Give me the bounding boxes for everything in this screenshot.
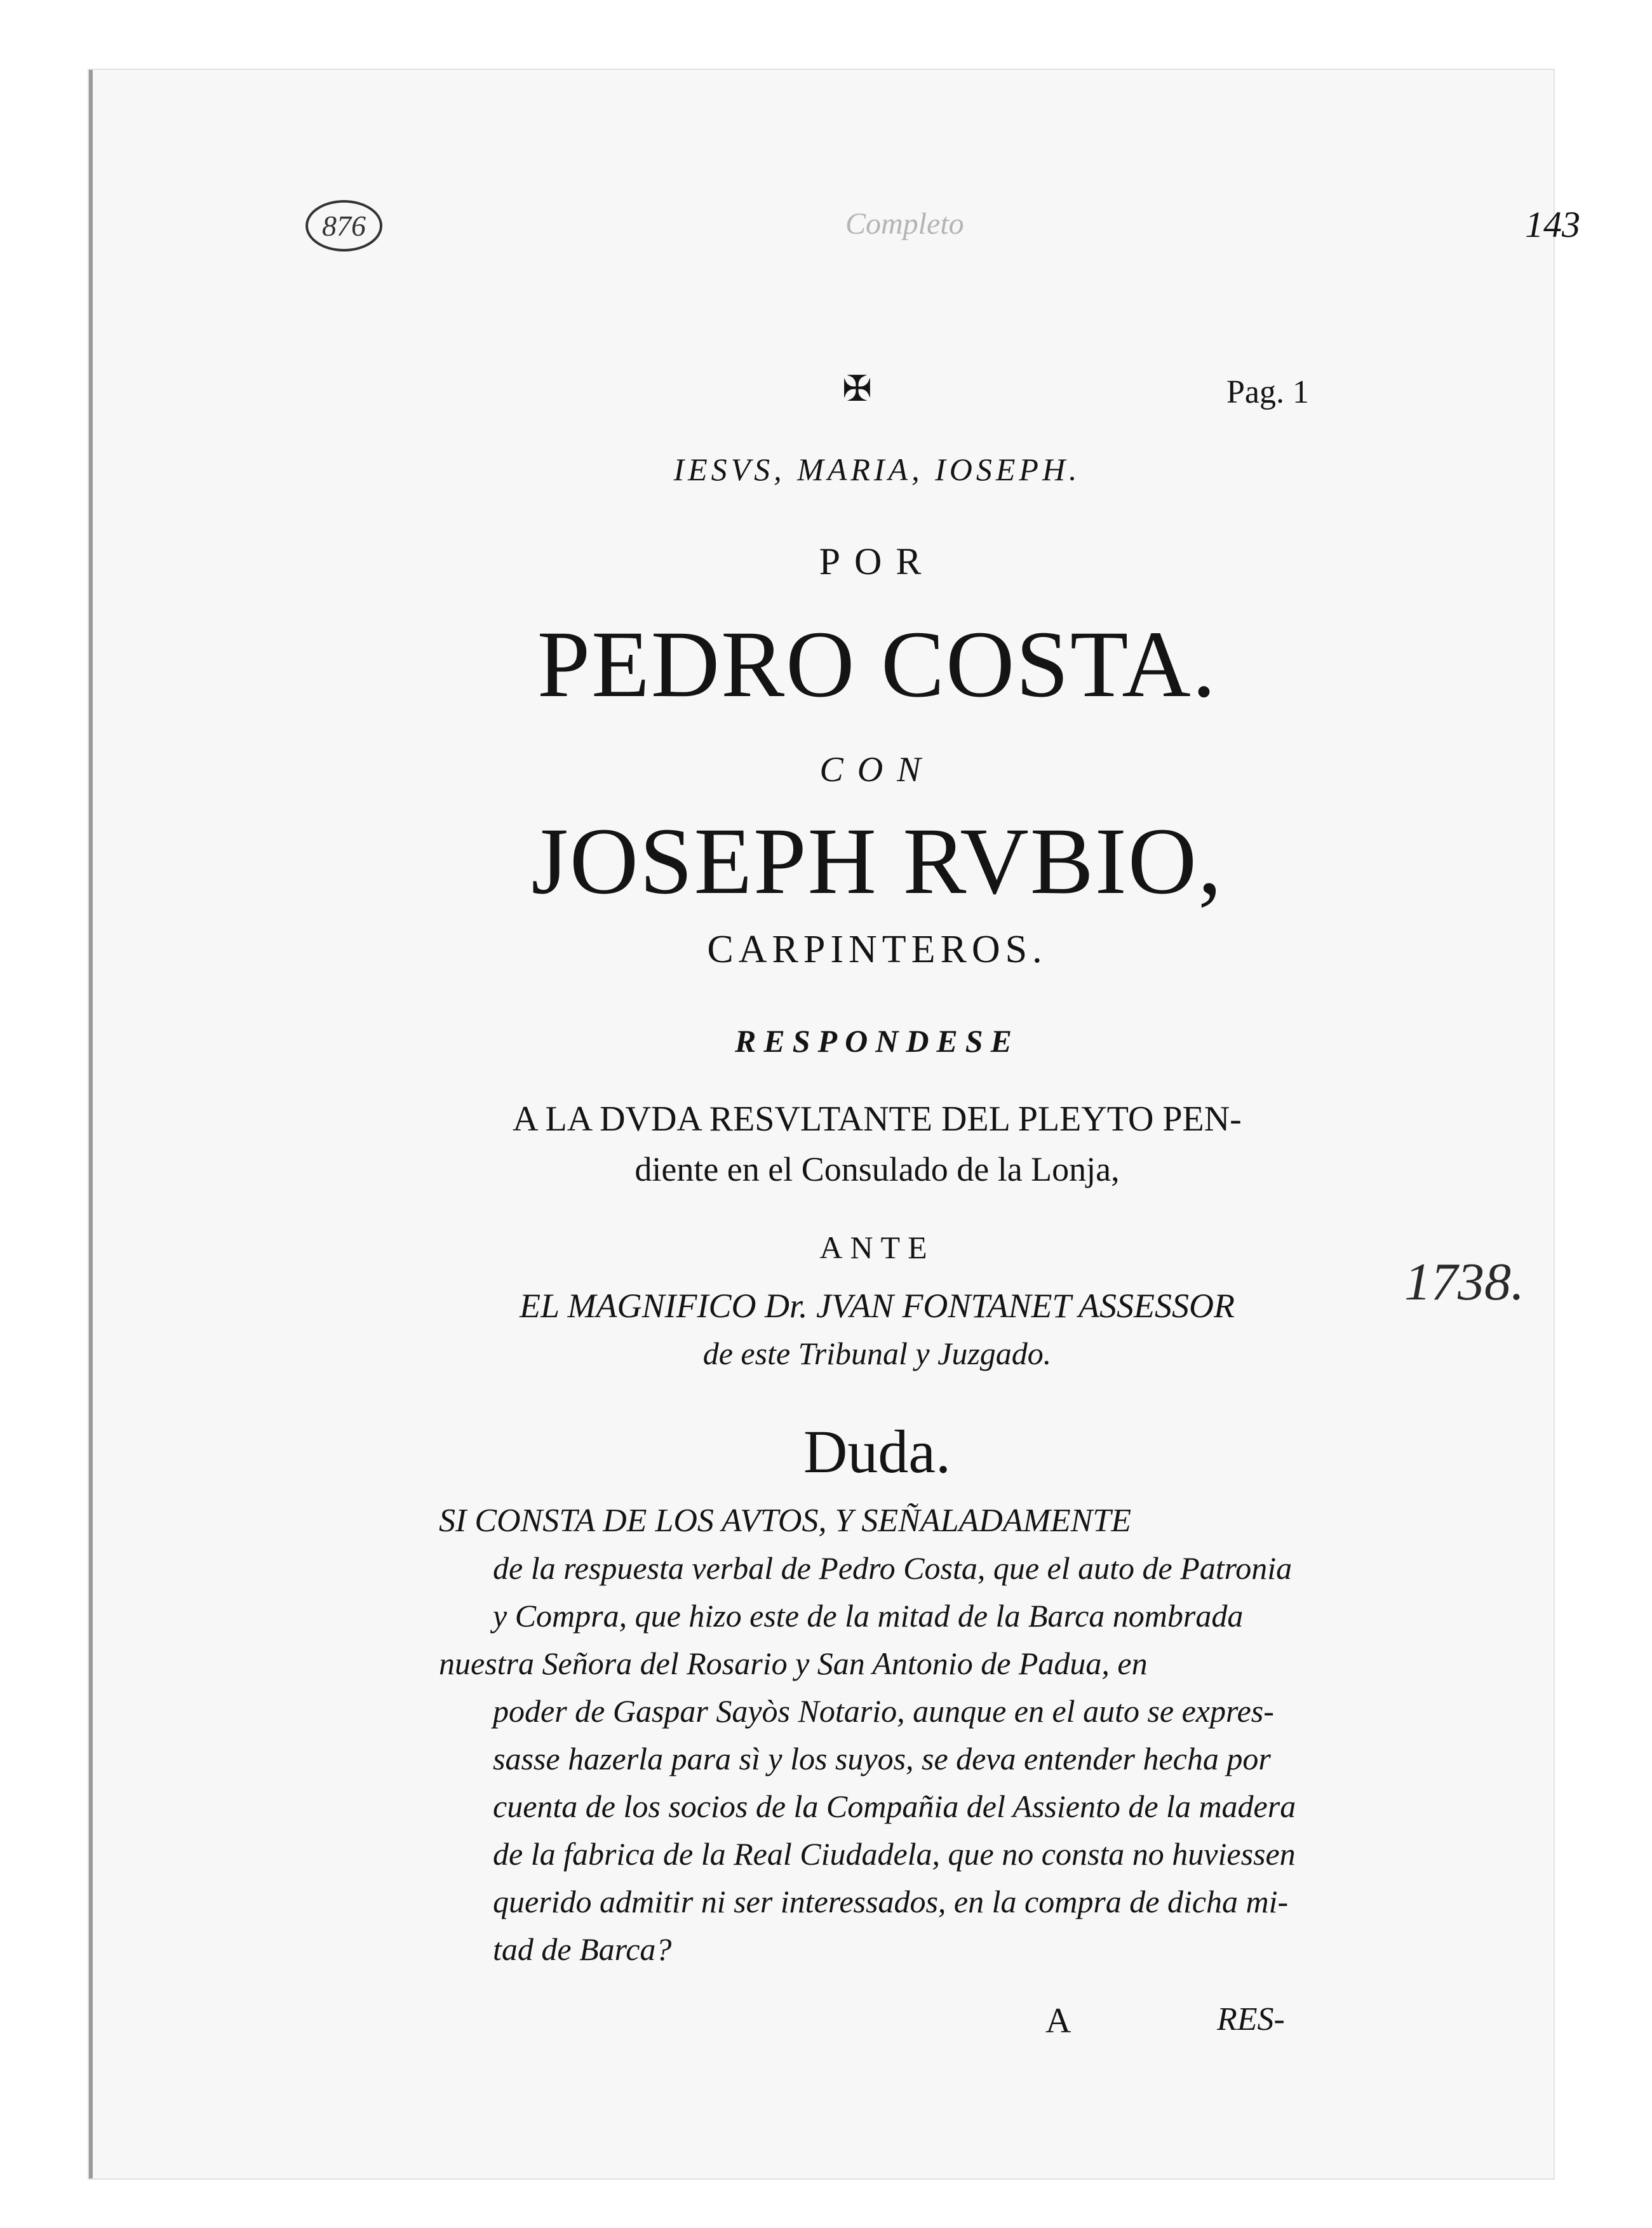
duda-line: tad de Barca? [493, 1931, 672, 1967]
duda-heading: Duda. [803, 1418, 951, 1486]
subtitle-line-1: A LA DVDA RESVLTANTE DEL PLEYTO PEN- [513, 1099, 1242, 1139]
trade: CARPINTEROS. [707, 928, 1047, 971]
catchword: RES- [1217, 2001, 1285, 2037]
title-con: CON [819, 750, 935, 789]
margin-annotation: Completo [845, 207, 964, 241]
signature-mark: A [1045, 2001, 1071, 2041]
page-number: Pag. 1 [1226, 374, 1309, 410]
duda-line: cuenta de los socios de la Compañia del Assiento de la madera [493, 1788, 1296, 1824]
duda-line: poder de Gaspar Sayòs Notario, aunque en el auto se expres- [493, 1693, 1274, 1729]
party-two: JOSEPH RVBIO, [531, 809, 1223, 914]
duda-line: nuestra Señora del Rosario y San Antonio de Padua, en [439, 1646, 1148, 1681]
archive-number: 876 [306, 200, 382, 252]
ante: ANTE [819, 1230, 935, 1265]
duda-line: querido admitir ni ser interessados, en la compra de dicha mi- [493, 1884, 1289, 1919]
duda-line: de la respuesta verbal de Pedro Costa, que el auto de Patronia [493, 1550, 1293, 1586]
magnifico-line-2: de este Tribunal y Juzgado. [702, 1336, 1052, 1371]
party-one: PEDRO COSTA. [537, 612, 1218, 717]
magnifico-line-1: EL MAGNIFICO Dr. JVAN FONTANET ASSESSOR [519, 1287, 1235, 1325]
subtitle-line-2: diente en el Consulado de la Lonja, [635, 1150, 1120, 1188]
cross-icon: ✠ [842, 370, 872, 409]
duda-line: sasse hazerla para sì y los suyos, se deva entender hecha por [493, 1741, 1271, 1776]
duda-line: de la fabrica de la Real Ciudadela, que no consta no huviessen [493, 1836, 1296, 1872]
folio-number: 143 [1525, 204, 1580, 245]
duda-line: y Compra, que hizo este de la mitad de la Barca nombrada [493, 1598, 1244, 1634]
margin-year: 1738. [1404, 1252, 1524, 1312]
invocation: IESVS, MARIA, IOSEPH. [673, 452, 1081, 487]
respondese: RESPONDESE [735, 1023, 1019, 1059]
document-page [89, 70, 1580, 2178]
duda-line: SI CONSTA DE LOS AVTOS, Y SEÑALADAMENTE [439, 1503, 1132, 1539]
title-por: POR [819, 540, 936, 582]
